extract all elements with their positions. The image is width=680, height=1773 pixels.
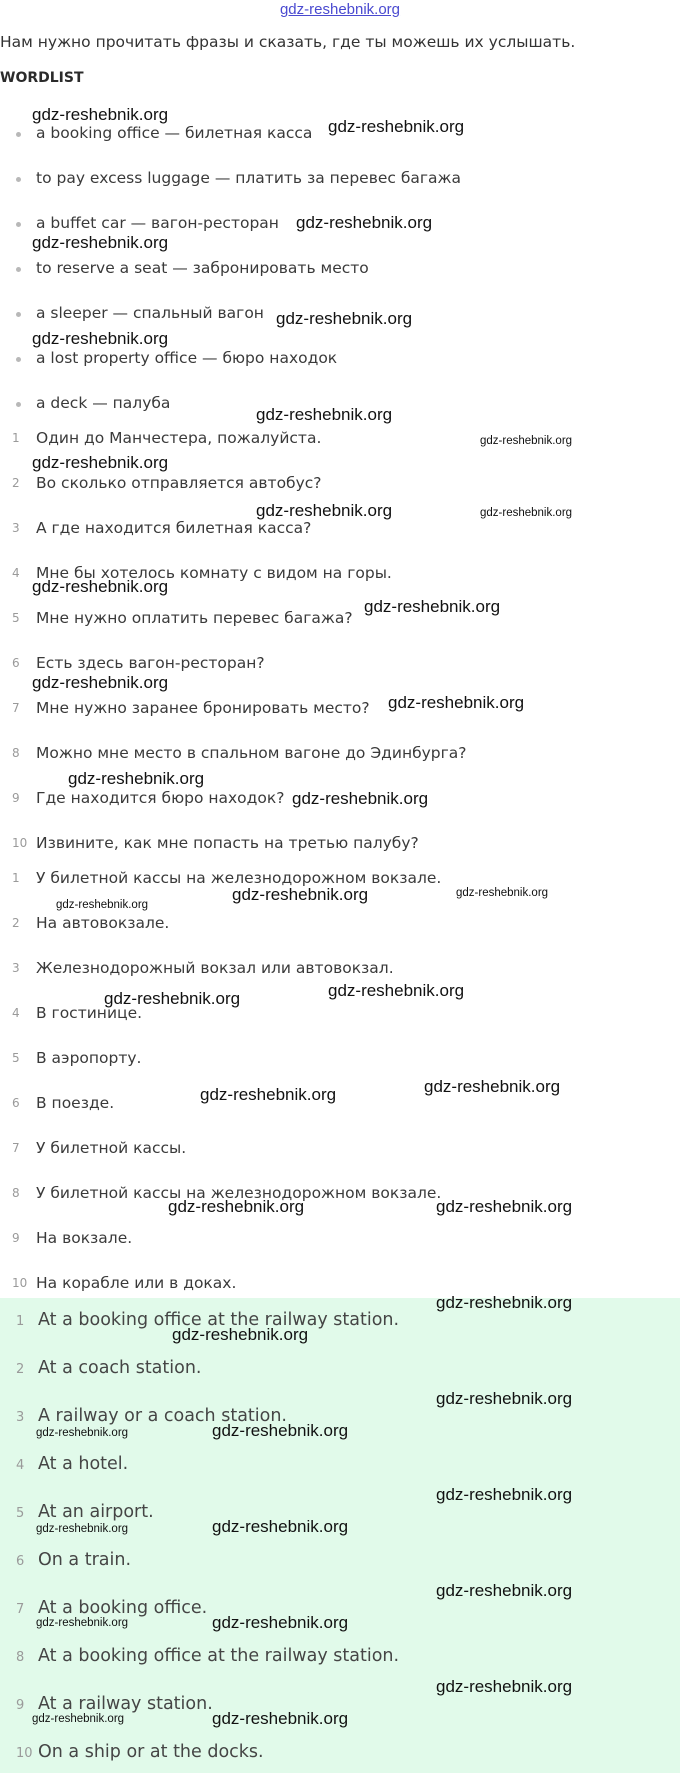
watermark: gdz-reshebnik.org [436, 1485, 573, 1504]
item-number: 3 [16, 1410, 25, 1425]
list-item-text: At a booking office. [38, 1598, 208, 1618]
watermark: gdz-reshebnik.org [436, 1389, 573, 1408]
item-number: 9 [12, 791, 20, 805]
watermark: gdz-reshebnik.org [292, 789, 429, 808]
list-item-text: At a coach station. [38, 1358, 202, 1378]
item-number: 10 [12, 1276, 28, 1290]
item-number: 7 [12, 701, 20, 715]
list-item-text: to reserve a seat — забронировать место [36, 259, 369, 277]
list-item-text: У билетной кассы. [36, 1139, 187, 1157]
watermark: gdz-reshebnik.org [172, 1325, 309, 1344]
item-number: 5 [12, 611, 20, 625]
watermark: gdz-reshebnik.org [104, 989, 241, 1008]
item-number: 8 [12, 1186, 20, 1200]
list-item-text: At a hotel. [38, 1454, 129, 1474]
list-item-text: В гостинице. [36, 1004, 143, 1022]
item-number: 3 [12, 521, 20, 535]
item-number: 10 [12, 836, 28, 850]
wordlist-title: WORDLIST [0, 70, 84, 86]
item-number: 10 [16, 1746, 33, 1761]
item-number: 5 [16, 1506, 25, 1521]
watermark: gdz-reshebnik.org [32, 233, 169, 252]
watermark: gdz-reshebnik.org [56, 899, 149, 911]
item-number: 4 [12, 1006, 20, 1020]
watermark: gdz-reshebnik.org [36, 1523, 129, 1535]
bullet-icon [16, 177, 21, 182]
item-number: 8 [12, 746, 20, 760]
item-number: 4 [12, 566, 20, 580]
list-item-text: На вокзале. [36, 1229, 133, 1247]
list-item-text: On a train. [38, 1550, 132, 1570]
task-instruction: Нам нужно прочитать фразы и сказать, где ты можешь их услышать. [0, 33, 576, 51]
watermark: gdz-reshebnik.org [68, 769, 205, 788]
watermark: gdz-reshebnik.org [36, 1617, 129, 1629]
item-number: 1 [16, 1314, 25, 1329]
bullet-icon [16, 312, 21, 317]
watermark: gdz-reshebnik.org [32, 577, 169, 596]
watermark: gdz-reshebnik.org [328, 117, 465, 136]
list-item-text: At a booking office at the railway station. [38, 1646, 400, 1666]
bullet-icon [16, 222, 21, 227]
watermark: gdz-reshebnik.org [212, 1421, 349, 1440]
watermark: gdz-reshebnik.org [436, 1197, 573, 1216]
watermark: gdz-reshebnik.org [424, 1077, 561, 1096]
list-item-text: Есть здесь вагон-ресторан? [36, 654, 265, 672]
item-number: 9 [12, 1231, 20, 1245]
list-item-text: A railway or a coach station. [38, 1406, 287, 1426]
item-number: 1 [12, 431, 20, 445]
watermark: gdz-reshebnik.org [212, 1613, 349, 1632]
watermark: gdz-reshebnik.org [32, 453, 169, 472]
list-item-text: a deck — палуба [36, 394, 171, 412]
list-item-text: Во сколько отправляется автобус? [36, 474, 322, 492]
item-number: 1 [12, 871, 20, 885]
item-number: 6 [16, 1554, 25, 1569]
list-item-text: Мне бы хотелось комнату с видом на горы. [36, 564, 392, 582]
watermark: gdz-reshebnik.org [328, 981, 465, 1000]
watermark: gdz-reshebnik.org [388, 693, 525, 712]
watermark: gdz-reshebnik.org [32, 673, 169, 692]
item-number: 6 [12, 656, 20, 670]
item-number: 5 [12, 1051, 20, 1065]
item-number: 8 [16, 1650, 25, 1665]
list-item-text: У билетной кассы на железнодорожном вокзале. [36, 869, 442, 887]
item-number: 2 [12, 916, 20, 930]
item-number: 2 [16, 1362, 25, 1377]
list-item-text: Извините, как мне попасть на третью палубу? [36, 834, 419, 852]
bullet-icon [16, 357, 21, 362]
item-number: 2 [12, 476, 20, 490]
watermark: gdz-reshebnik.org [168, 1197, 305, 1216]
watermark: gdz-reshebnik.org [456, 887, 549, 899]
list-item-text: На автовокзале. [36, 914, 170, 932]
list-item-text: At an airport. [38, 1502, 154, 1522]
list-item-text: Можно мне место в спальном вагоне до Эдинбурга? [36, 744, 467, 762]
watermark: gdz-reshebnik.org [276, 309, 413, 328]
watermark: gdz-reshebnik.org [32, 329, 169, 348]
bullet-icon [16, 132, 21, 137]
watermark: gdz-reshebnik.org [296, 213, 433, 232]
list-item-text: Мне нужно заранее бронировать место? [36, 699, 370, 717]
watermark: gdz-reshebnik.org [232, 885, 369, 904]
list-item-text: В поезде. [36, 1094, 115, 1112]
item-number: 3 [12, 961, 20, 975]
watermark: gdz-reshebnik.org [480, 435, 573, 447]
list-item-text: to pay excess luggage — платить за перевес багажа [36, 169, 461, 187]
watermark: gdz-reshebnik.org [200, 1085, 337, 1104]
list-item-text: At a railway station. [38, 1694, 213, 1714]
list-item-text: a buffet car — вагон-ресторан [36, 214, 279, 232]
list-item-text: On a ship or at the docks. [38, 1742, 264, 1762]
watermark: gdz-reshebnik.org [212, 1517, 349, 1536]
list-item-text: a lost property office — бюро находок [36, 349, 338, 367]
list-item-text: At a booking office at the railway station. [38, 1310, 400, 1330]
watermark: gdz-reshebnik.org [436, 1293, 573, 1312]
watermark: gdz-reshebnik.org [212, 1709, 349, 1728]
watermark: gdz-reshebnik.org [32, 105, 169, 124]
item-number: 7 [12, 1141, 20, 1155]
watermark: gdz-reshebnik.org [436, 1677, 573, 1696]
list-item-text: a booking office — билетная касса [36, 124, 313, 142]
list-item-text: Один до Манчестера, пожалуйста. [36, 429, 322, 447]
list-item-text: Мне нужно оплатить перевес багажа? [36, 609, 353, 627]
item-number: 6 [12, 1096, 20, 1110]
watermark: gdz-reshebnik.org [480, 507, 573, 519]
bullet-icon [16, 402, 21, 407]
item-number: 7 [16, 1602, 25, 1617]
list-item-text: Где находится бюро находок? [36, 789, 285, 807]
list-item-text: a sleeper — спальный вагон [36, 304, 264, 322]
site-link[interactable]: gdz-reshebnik.org [279, 1, 401, 18]
list-item-text: На корабле или в доках. [36, 1274, 237, 1292]
watermark: gdz-reshebnik.org [256, 501, 393, 520]
list-item-text: В аэропорту. [36, 1049, 142, 1067]
watermark: gdz-reshebnik.org [36, 1427, 129, 1439]
watermark: gdz-reshebnik.org [32, 1713, 125, 1725]
bullet-icon [16, 267, 21, 272]
list-item-text: У билетной кассы на железнодорожном вокзале. [36, 1184, 442, 1202]
watermark: gdz-reshebnik.org [364, 597, 501, 616]
item-number: 4 [16, 1458, 25, 1473]
watermark: gdz-reshebnik.org [436, 1581, 573, 1600]
watermark: gdz-reshebnik.org [256, 405, 393, 424]
list-item-text: Железнодорожный вокзал или автовокзал. [36, 959, 394, 977]
item-number: 9 [16, 1698, 25, 1713]
list-item-text: А где находится билетная касса? [36, 519, 312, 537]
